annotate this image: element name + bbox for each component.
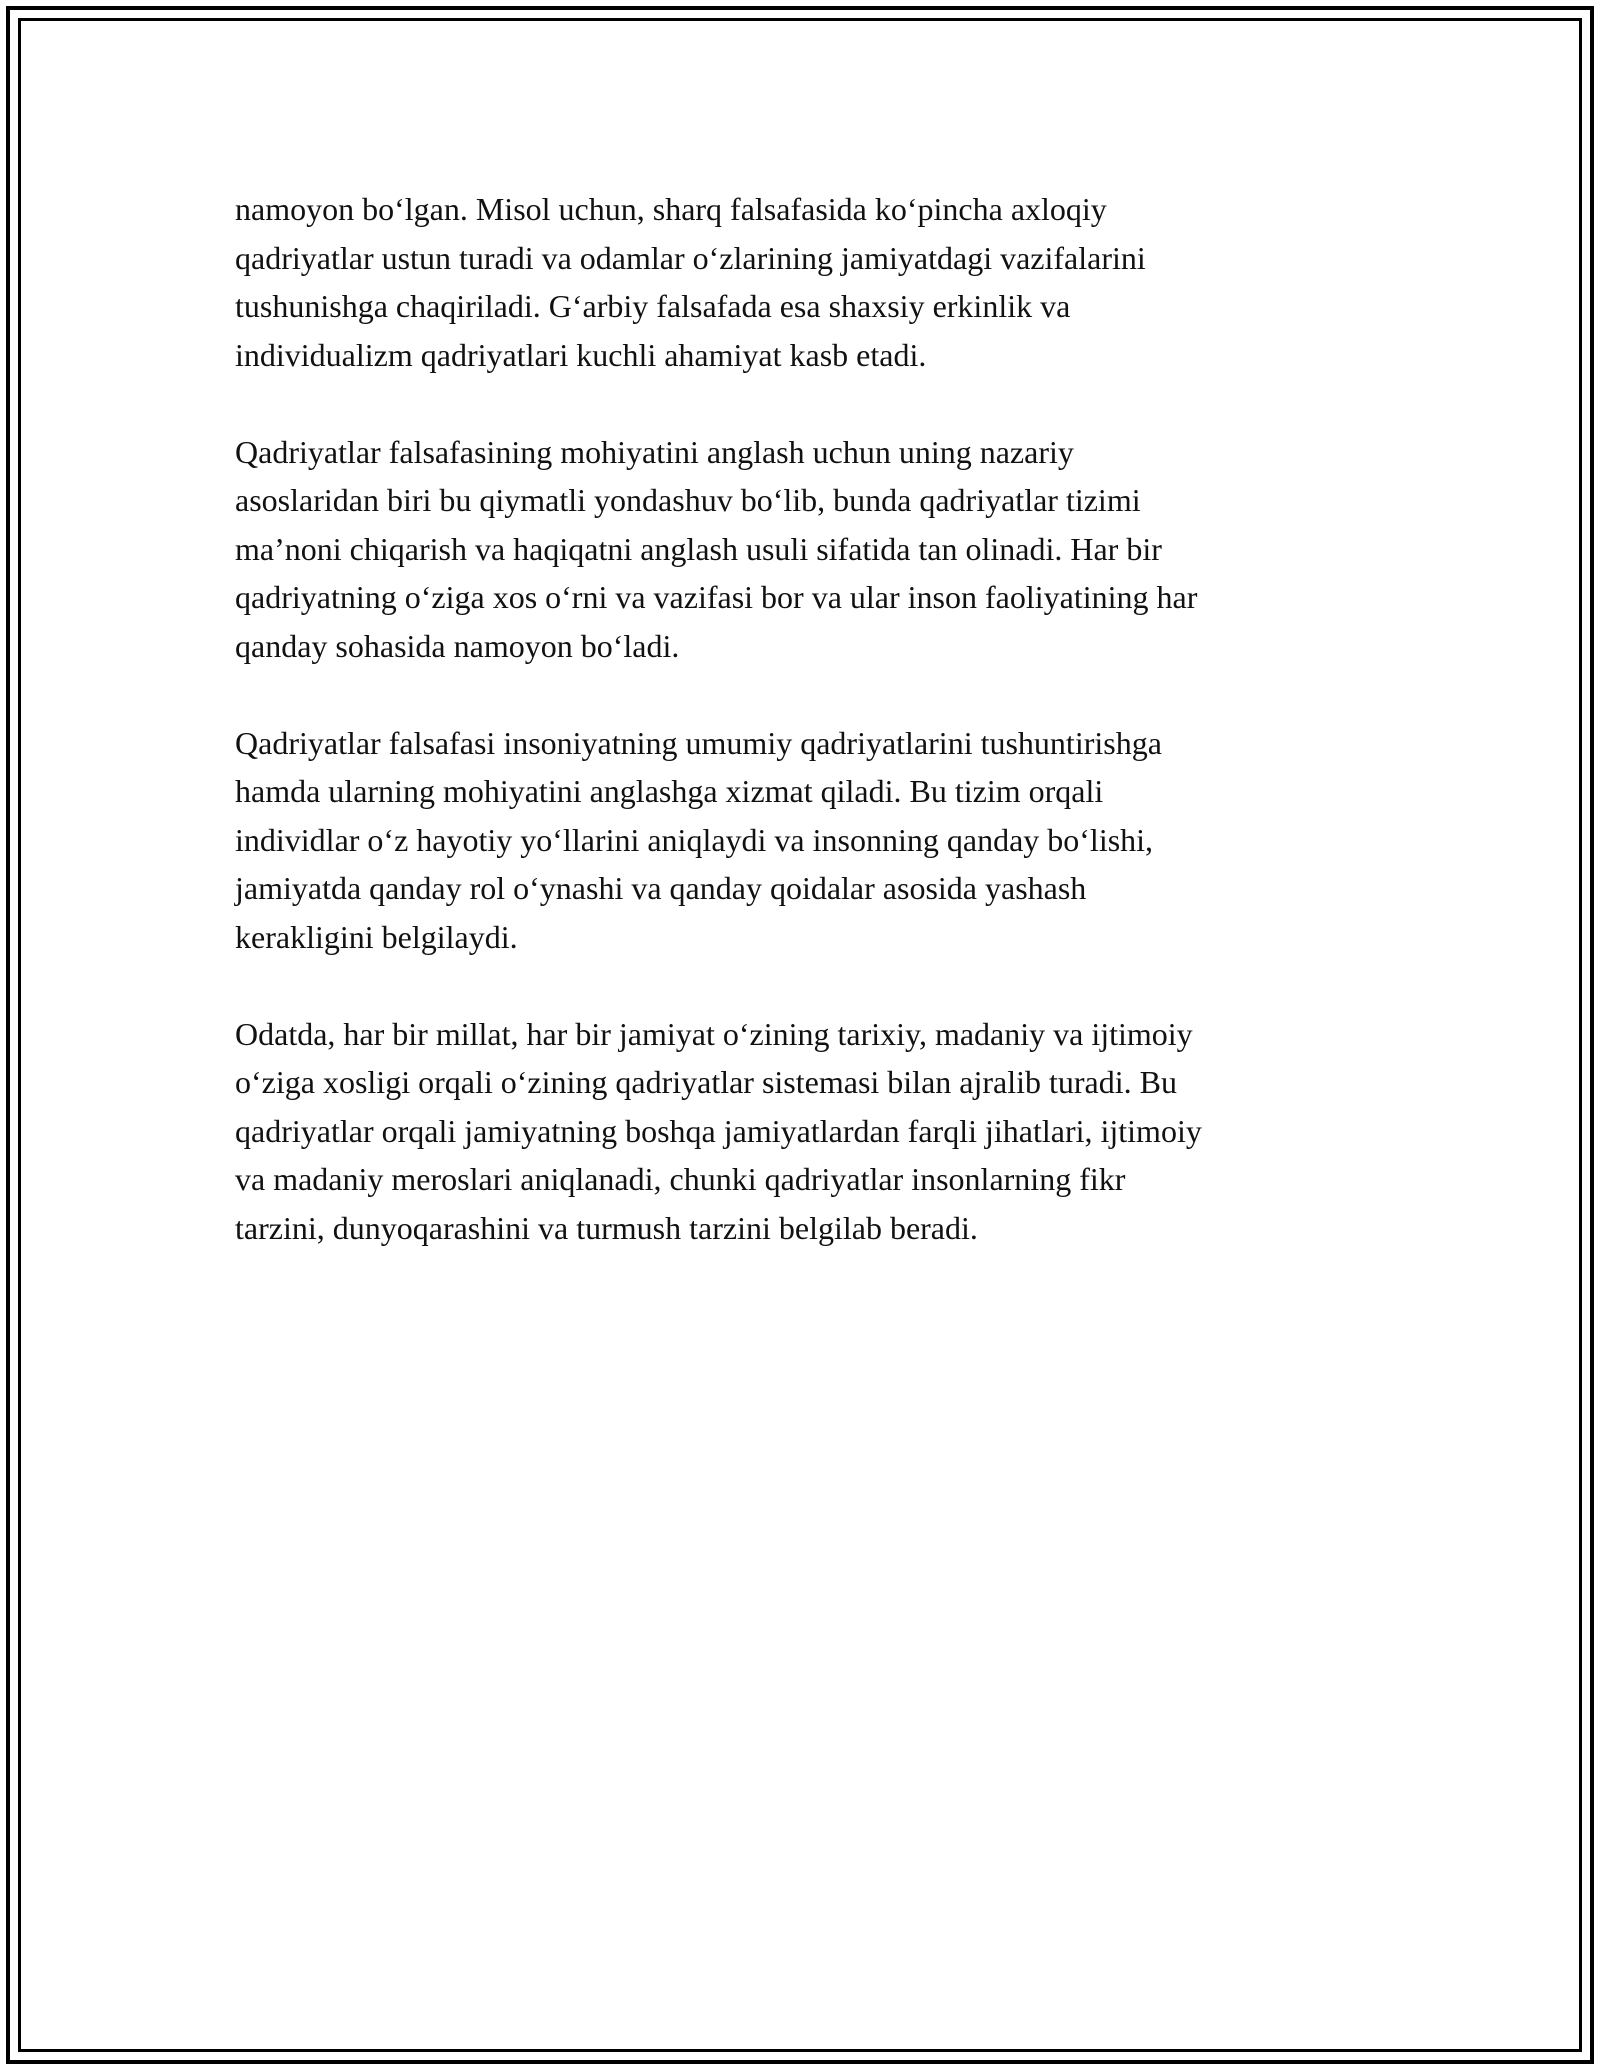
paragraph-4 — [235, 1010, 1370, 1253]
paragraph-3 — [235, 719, 1370, 962]
text-line: asoslaridan biri bu qiymatli yondashuv bo‘lib, bunda qadriyatlar tizimi — [235, 482, 1141, 518]
text-line: Qadriyatlar falsafasi insoniyatning umumiy qadriyatlarini tushuntirishga — [235, 724, 1162, 761]
paragraph-2 — [235, 428, 1370, 671]
text-line: individlar o‘z hayotiy yo‘llarini aniqlaydi va insonning qanday bo‘lishi, — [235, 821, 1154, 858]
text-line: Odatda, har bir millat, har bir jamiyat o‘zining tarixiy, madaniy va ijtimoiy — [235, 1015, 1193, 1052]
text-line: va madaniy meroslari aniqlanadi, chunki qadriyatlar insonlarning fikr — [235, 1161, 1126, 1197]
document-body — [235, 185, 1370, 1301]
text-line: individualizm qadriyatlari kuchli ahamiyat kasb etadi. — [235, 336, 927, 373]
text-line: qadriyatlar ustun turadi va odamlar o‘zlarining jamiyatdagi vazifalarini — [235, 239, 1146, 276]
text-line: Qadriyatlar falsafasining mohiyatini anglash uchun uning nazariy — [235, 433, 1074, 470]
text-line: kerakligini belgilaydi. — [235, 918, 518, 955]
text-line: namoyon bo‘lgan. Misol uchun, sharq falsafasida ko‘pincha axloqiy — [235, 191, 1107, 227]
text-line: tarzini, dunyoqarashini va turmush tarzini belgilab beradi. — [235, 1209, 978, 1246]
text-line: hamda ularning mohiyatini anglashga xizmat qiladi. Bu tizim orqali — [235, 773, 1104, 809]
text-line: qadriyatning o‘ziga xos o‘rni va vazifasi bor va ular inson faoliyatining har — [235, 579, 1198, 615]
text-line: qadriyatlar orqali jamiyatning boshqa jamiyatlardan farqli jihatlari, ijtimoiy — [235, 1112, 1202, 1149]
text-line: ma’noni chiqarish va haqiqatni anglash usuli sifatida tan olinadi. Har bir — [235, 530, 1162, 567]
text-line: qanday sohasida namoyon bo‘ladi. — [235, 627, 680, 664]
paragraph-1 — [235, 185, 1370, 379]
text-line: o‘ziga xosligi orqali o‘zining qadriyatlar sistemasi bilan ajralib turadi. Bu — [235, 1064, 1177, 1100]
text-line: tushunishga chaqiriladi. G‘arbiy falsafada esa shaxsiy erkinlik va — [235, 288, 1071, 324]
text-line: jamiyatda qanday rol o‘ynashi va qanday qoidalar asosida yashash — [235, 870, 1087, 906]
